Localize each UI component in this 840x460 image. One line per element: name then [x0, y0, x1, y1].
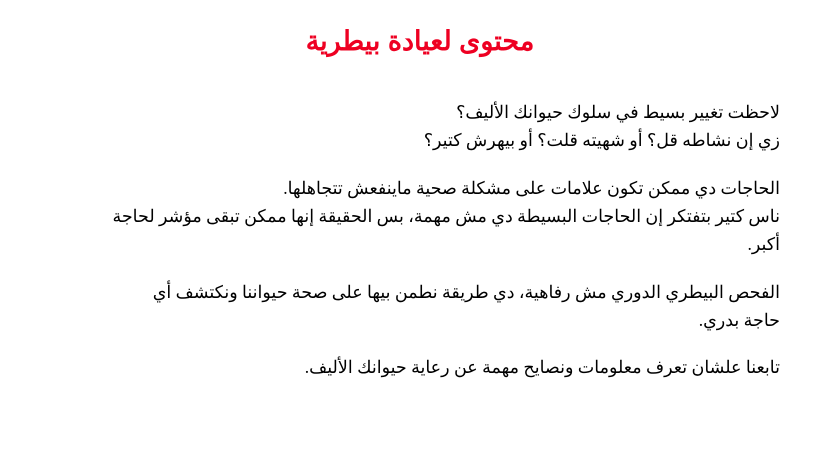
paragraph-question	[65, 98, 780, 155]
paragraph-signs-line-2: ناس كتير بتفتكر إن الحاجات البسيطة دي مش مهمة، بس الحقيقة إنها ممكن تبقى مؤشر لحاجة	[112, 206, 780, 227]
paragraph-question-line-1: لاحظت تغيير بسيط في سلوك حيوانك الأليف؟	[456, 102, 780, 122]
paragraph-signs	[65, 174, 780, 259]
page-title: محتوى لعيادة بيطرية	[305, 26, 535, 56]
paragraph-checkup	[65, 278, 780, 335]
paragraph-cta	[65, 353, 780, 381]
paragraph-cta-line-1: تابعنا علشان تعرف معلومات ونصايح مهمة عن رعاية حيوانك الأليف.	[304, 357, 780, 378]
paragraph-question-line-2: زي إن نشاطه قل؟ أو شهيته قلت؟ أو بيهرش كتير؟	[423, 130, 780, 151]
slide-body	[65, 98, 780, 382]
paragraph-checkup-line-2: حاجة بدري.	[698, 310, 780, 331]
paragraph-signs-line-1: الحاجات دي ممكن تكون علامات على مشكلة صحية ماينفعش تتجاهلها.	[283, 177, 780, 198]
paragraph-signs-line-3: أكبر.	[747, 234, 780, 255]
paragraph-checkup-line-1: الفحص البيطري الدوري مش رفاهية، دي طريقة نطمن بيها على صحة حيواننا ونكتشف أي	[152, 281, 780, 302]
